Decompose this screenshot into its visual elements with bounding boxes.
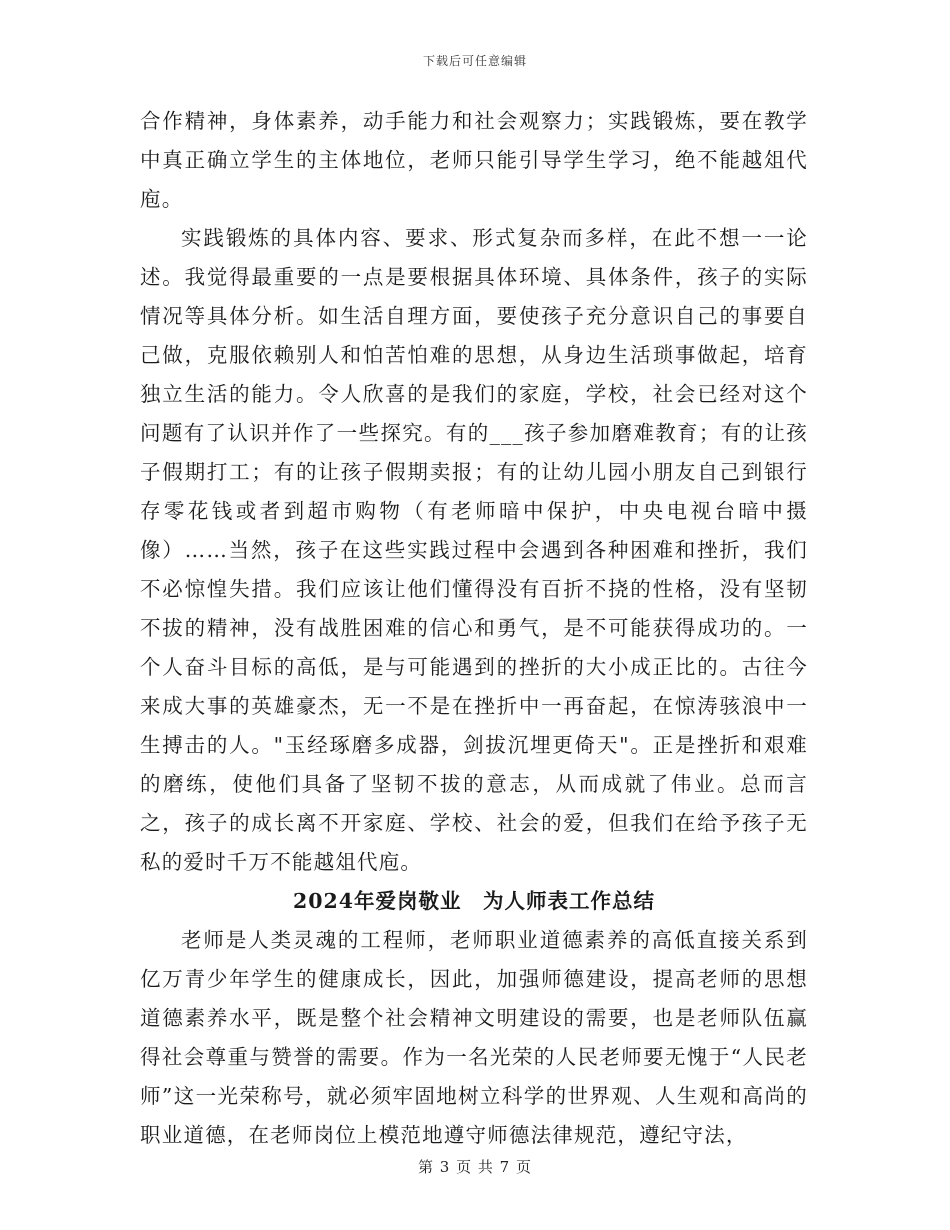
- page-header: 下载后可任意编辑: [422, 54, 527, 68]
- paragraph-practice-training: 实践锻炼的具体内容、要求、形式复杂而多样，在此不想一一论述。我觉得最重要的一点是要根据具体环境、具体条件，孩子的实际情况等具体分析。如生活自理方面，要使孩子充分意识自己的事要自己做，克服依赖别人和怕苦怕难的思想，从身边生活琐事做起，培育独立生活的能力。令人欣喜的是我们的家庭，学校，社会已经对这个问题有了认识并作了一些探究。有的___孩子参加磨难教育；有的让孩子假期打工；有的让孩子假期卖报；有的让幼儿园小朋友自己到银行存零花钱或者到超市购物（有老师暗中保护，中央电视台暗中摄像）……当然，孩子在这些实践过程中会遇到各种困难和挫折，我们不必惊惶失措。我们应该让他们懂得没有百折不挠的性格，没有坚韧不拔的精神，没有战胜困难的信心和勇气，是不可能获得成功的。一个人奋斗目标的高低，是与可能遇到的挫折的大小成正比的。古往今来成大事的英雄豪杰，无一不是在挫折中一再奋起，在惊涛骇浪中一生搏击的人。"玉经琢磨多成器，剑拔沉埋更倚天"。正是挫折和艰难的磨练，使他们具备了坚韧不拔的意志，从而成就了伟业。总而言之，孩子的成长离不开家庭、学校、社会的爱，但我们在给予孩子无私的爱时千万不能越俎代庖。: [140, 226, 808, 874]
- page-footer: 第 3 页 共 7 页: [418, 1158, 532, 1176]
- document-body: [140, 102, 808, 1155]
- section-heading: 2024年爱岗敬业 为人师表工作总结: [292, 889, 656, 913]
- paragraph-teacher-ethics: 老师是人类灵魂的工程师，老师职业道德素养的高低直接关系到亿万青少年学生的健康成长，因此，加强师德建设，提高老师的思想道德素养水平，既是整个社会精神文明建设的需要，也是老师队伍赢得社会尊重与赞誉的需要。作为一名光荣的人民老师要无愧于“人民老师”这一光荣称号，就必须牢固地树立科学的世界观、人生观和高尚的职业道德，在老师岗位上模范地遵守师德法律规范，遵纪守法，: [140, 928, 808, 1147]
- paragraph-continuation: 合作精神，身体素养，动手能力和社会观察力；实践锻炼，要在教学中真正确立学生的主体地位，老师只能引导学生学习，绝不能越俎代庖。: [140, 109, 808, 211]
